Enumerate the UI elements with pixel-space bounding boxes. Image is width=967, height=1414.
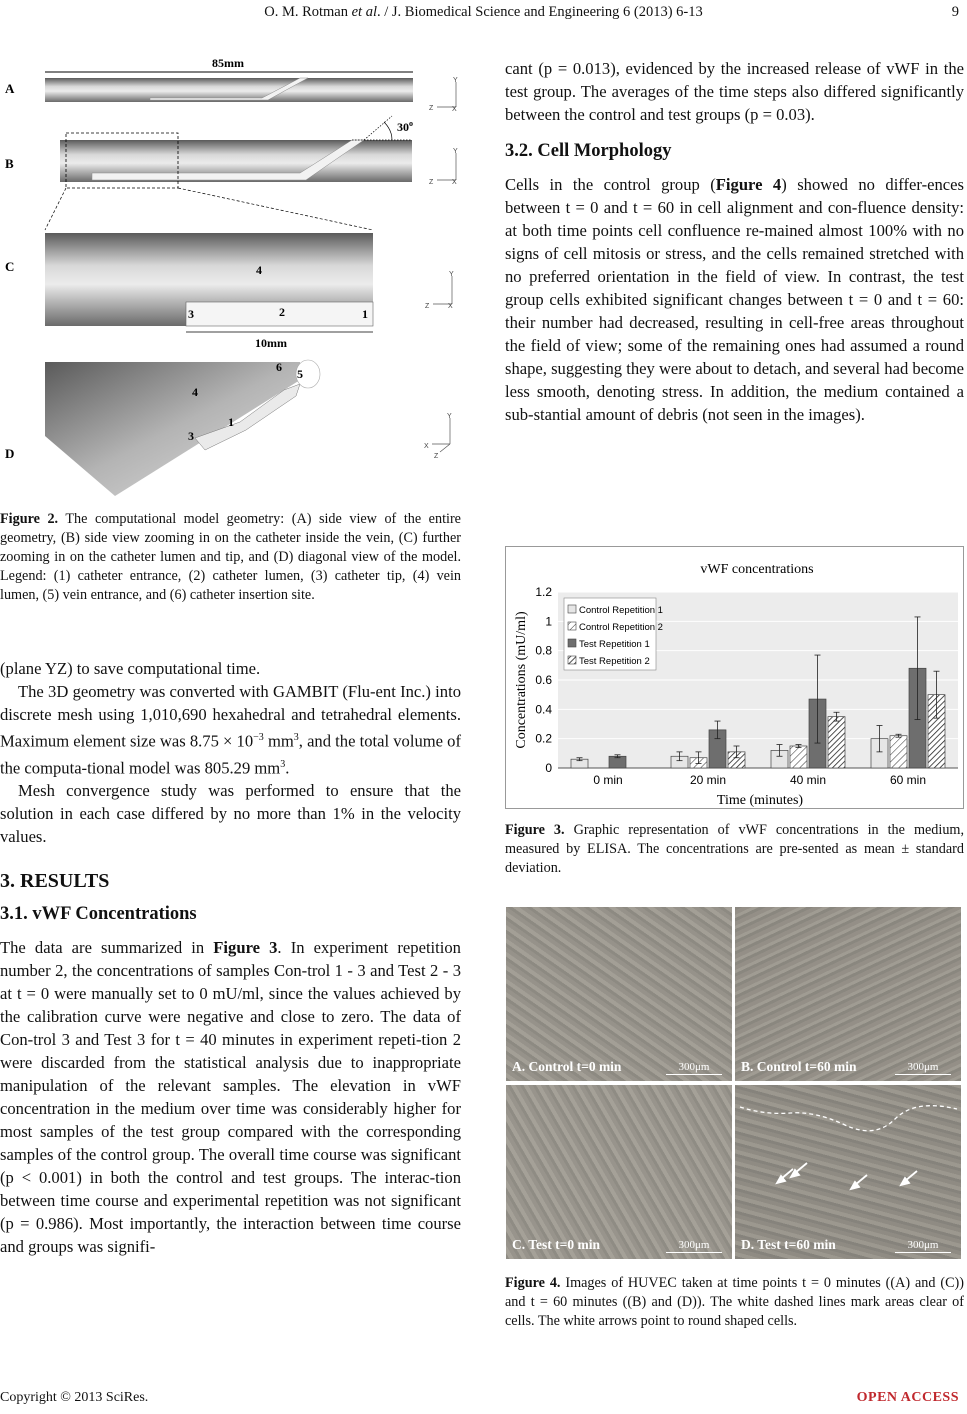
left-column <box>0 657 461 1258</box>
paragraph: (plane YZ) to save computational time. <box>0 659 261 678</box>
angle-label: 30$^o$ <box>397 119 413 134</box>
svg-text:4: 4 <box>256 263 262 277</box>
panel-label-c: C <box>5 259 15 274</box>
cell-free-boundary <box>740 1106 957 1131</box>
svg-text:Z: Z <box>429 105 434 112</box>
open-access-badge: OPEN ACCESS <box>856 1390 959 1405</box>
scale-bar: 300μm <box>666 1239 722 1253</box>
svg-text:X: X <box>452 179 457 186</box>
subsection-heading: 3.1. vWF Concentrations <box>0 904 197 925</box>
figure-2-caption: Figure 2. The computational model geometry: (A) side view of the entire geometry, (B) side view zooming in on the catheter inside the vein, (C) further zooming in on the catheter lumen and tip, and (D) diagonal view of the model. Legend: (1) catheter entrance, (2) catheter lumen, (3) catheter tip, (4) vein lumen, (5) vein entrance, and (6) catheter insertion site. <box>0 511 461 603</box>
legend-label: Control Repetition 1 <box>579 605 663 616</box>
y-tick-label: 0.2 <box>535 731 552 746</box>
page-number: 9 <box>951 4 959 20</box>
legend-label: Control Repetition 2 <box>579 622 663 633</box>
paragraph: The data are summarized in Figure 3. In experiment repetition number 2, the concentrations of samples Con-trol 1 - 3 and Test 2 - 3 at t = 0 were manually set to 0 mU/ml, since the values achieved by the calibration curve were negative and close to zero. The data of Con-trol 3 and Test 3 for t = 40 minutes in experiment repeti-tion 2 were discarded from the statistical analysis due to inappropriate manipulation of the relevant samples. The elevation in vWF concentration in the medium over time was considerably higher for most samples of the test group compared with the corresponding samples of the control group. The overall time course was significant (p < 0.001) in both the control and test groups. The interac-tion between time course and experimental repetition was not significant (p = 0.986). Most importantly, the interaction between time course and groups was signifi- <box>0 938 461 1257</box>
scale-bar: 300μm <box>666 1061 722 1075</box>
bar <box>890 736 907 768</box>
bar <box>828 717 845 768</box>
x-tick-label: 60 min <box>889 773 927 787</box>
copyright: Copyright © 2013 SciRes. <box>0 1390 149 1405</box>
svg-text:5: 5 <box>297 367 303 381</box>
x-tick-label: 20 min <box>689 773 727 787</box>
micrograph-b <box>735 907 961 1081</box>
svg-text:1: 1 <box>228 415 234 429</box>
section-heading: 3. RESULTS <box>0 870 110 893</box>
paragraph: Mesh convergence study was performed to ensure that the solution in each case differed by no more than 1% in the velocity values. <box>0 781 461 847</box>
legend-label: Test Repetition 2 <box>579 656 650 667</box>
micrograph-c <box>506 1085 732 1259</box>
dim-85mm: 85mm <box>212 56 244 70</box>
annotations <box>735 1085 961 1259</box>
y-tick-label: 1.2 <box>535 585 552 599</box>
scale-bar: 300μm <box>895 1239 951 1253</box>
micrograph-a <box>506 907 732 1081</box>
chart-title: vWF concentrations <box>700 562 814 577</box>
subsection-heading: 3.2. Cell Morphology <box>505 141 672 161</box>
x-axis-label: Time (minutes) <box>716 793 804 808</box>
svg-text:1: 1 <box>362 307 368 321</box>
dim-10mm: 10mm <box>255 336 287 350</box>
y-tick-label: 1 <box>545 614 552 629</box>
panel-label: A. Control t=0 min <box>512 1059 622 1074</box>
axes-icon <box>425 271 454 310</box>
svg-text:2: 2 <box>279 305 285 319</box>
paragraph: Cells in the control group (Figure 4) showed no differ-ences between t = 0 and t = 60 in cell alignment and con-fluence density: at both time points cell confluence re-mained almost 100% with no signs of cell mitosis or stress, and the cells remained stretched with no preferred orientation in the field of view. In contrast, the test group cells exhibited significant changes between t = 0 and t = 60: their number had decreased, resulting in cell-free areas throughout the field of view; some of the remaining ones had assumed a round shape, suggesting they were about to detach, and several had become less smooth, denoting stress. In addition, the medium contained a sub-stantial amount of debris (not seen in the images). <box>505 175 964 424</box>
y-tick-label: 0.8 <box>535 643 552 658</box>
panel-label: B. Control t=60 min <box>741 1059 857 1074</box>
svg-text:Y: Y <box>453 148 458 155</box>
svg-text:Z: Z <box>429 179 434 186</box>
vwf-bar-chart <box>505 546 964 809</box>
svg-text:Y: Y <box>447 413 452 420</box>
svg-text:Y: Y <box>453 77 458 84</box>
paragraph: The 3D geometry was converted with GAMBIT (Flu-ent Inc.) into discrete mesh using 1,010,690 hexahedral and tetrahedral elements. Maximum element size was $8.75 \times 10^{-3}$ $mm^3$, and the total volume of the computa-tional model was 805.29 $mm^3$. <box>0 682 461 778</box>
bar <box>790 746 807 768</box>
svg-text:3: 3 <box>188 307 194 321</box>
arrow-icon <box>777 1163 917 1189</box>
svg-text:3: 3 <box>188 429 194 443</box>
x-tick-label: 0 min <box>593 773 623 787</box>
panel-label: C. Test t=0 min <box>512 1237 600 1252</box>
panel-label-b: B <box>5 156 14 171</box>
svg-text:6: 6 <box>276 360 282 374</box>
legend-swatch <box>568 605 576 613</box>
micrograph-d <box>735 1085 961 1259</box>
figure-4-microscopy <box>506 907 963 1259</box>
svg-text:X: X <box>452 106 457 113</box>
legend-swatch <box>568 622 576 630</box>
panel-label-d: D <box>5 446 15 461</box>
figure-3-caption: Figure 3. Graphic representation of vWF concentrations in the medium, measured by ELISA. The concentrations are pre-sented as mean ± standard deviation. <box>505 822 964 876</box>
y-tick-label: 0.4 <box>535 702 552 717</box>
svg-text:X: X <box>448 303 453 310</box>
svg-text:Z: Z <box>425 303 430 310</box>
legend-swatch <box>568 656 576 664</box>
running-head: O. M. Rotman et al. / J. Biomedical Science and Engineering 6 (2013) 6-13 <box>264 4 703 20</box>
svg-text:X: X <box>424 443 429 450</box>
panel-label-a: A <box>5 81 15 96</box>
legend-swatch <box>568 639 576 647</box>
axes-icon <box>429 148 458 186</box>
paragraph: cant (p = 0.013), evidenced by the increased release of vWF in the test group. The averages of the time steps also differed significantly between the control and test groups (p = 0.03). <box>505 59 964 124</box>
svg-text:4: 4 <box>192 385 198 399</box>
figure-4-caption: Figure 4. Images of HUVEC taken at time points t = 0 minutes ((A) and (C)) and t = 60 minutes ((B) and (D)). The white dashed lines mark areas clear of cells. The white arrows point to round shaped cells. <box>505 1275 964 1329</box>
y-tick-label: 0.6 <box>535 673 552 687</box>
axes-icon <box>424 413 452 460</box>
scale-bar: 300μm <box>895 1061 951 1075</box>
legend-label: Test Repetition 1 <box>579 639 650 650</box>
axes-icon <box>429 77 458 113</box>
figure-2-geometry <box>0 40 462 500</box>
panel-label: D. Test t=60 min <box>741 1237 836 1252</box>
x-tick-label: 40 min <box>789 773 827 787</box>
right-column <box>505 57 964 426</box>
svg-text:Y: Y <box>449 271 454 278</box>
vein-diagonal <box>45 362 300 496</box>
svg-text:Z: Z <box>434 453 439 460</box>
y-axis-label: Concentrations (mU/ml) <box>514 611 529 749</box>
y-tick-label: 0 <box>545 761 552 775</box>
